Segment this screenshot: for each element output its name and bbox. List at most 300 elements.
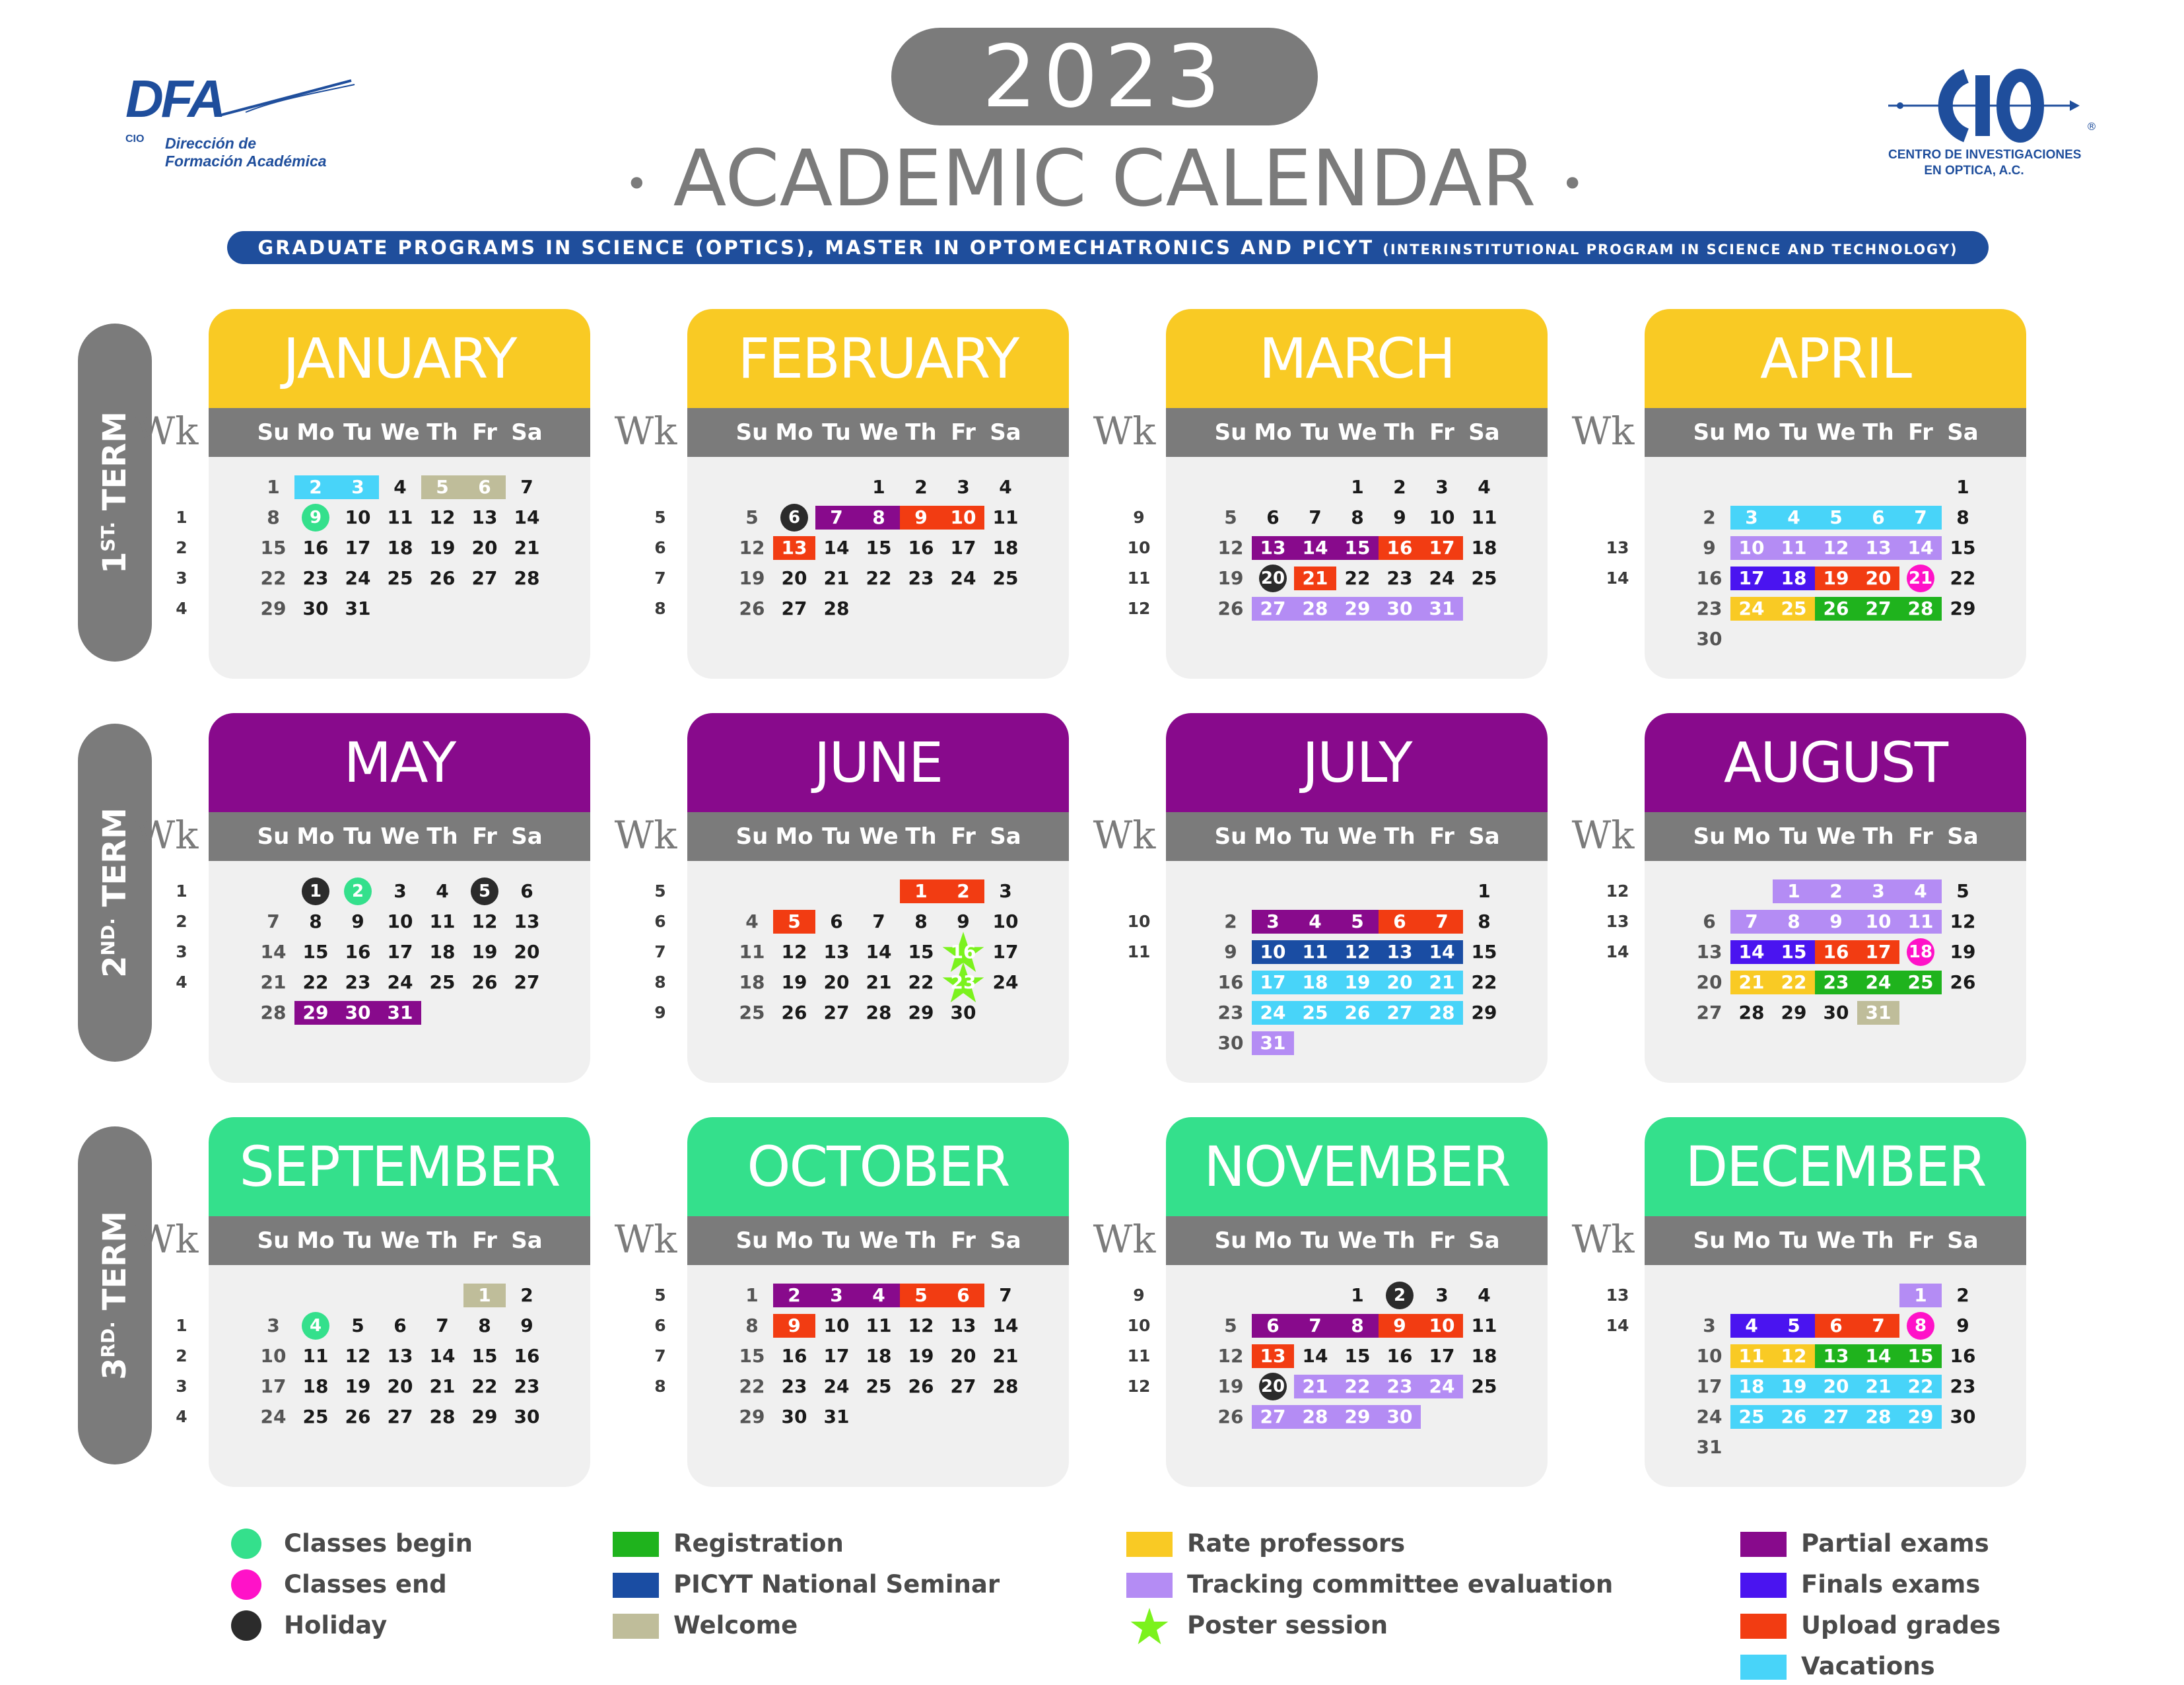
day-cell[interactable]: [1336, 1344, 1379, 1368]
day-cell[interactable]: [1294, 910, 1336, 934]
day-cell[interactable]: [773, 910, 815, 934]
day-cell[interactable]: [1210, 597, 1252, 621]
day-cell[interactable]: [815, 1001, 858, 1025]
day-cell[interactable]: [1379, 1375, 1421, 1398]
day-cell[interactable]: [773, 1284, 815, 1307]
day-cell[interactable]: [252, 536, 294, 560]
day-cell[interactable]: [506, 1284, 548, 1307]
day-cell[interactable]: [731, 971, 773, 994]
day-cell[interactable]: [1730, 971, 1773, 994]
day-cell[interactable]: [1252, 536, 1294, 560]
day-cell[interactable]: [302, 1312, 329, 1340]
day-cell[interactable]: [1688, 506, 1730, 530]
day-cell[interactable]: [302, 504, 329, 532]
day-cell[interactable]: [1773, 910, 1815, 934]
day-cell[interactable]: [942, 879, 984, 903]
day-cell[interactable]: [337, 1375, 379, 1398]
day-cell[interactable]: [421, 475, 463, 499]
day-cell[interactable]: [1336, 506, 1379, 530]
day-cell[interactable]: [294, 1001, 337, 1025]
day-cell[interactable]: [506, 940, 548, 964]
day-cell[interactable]: [252, 910, 294, 934]
day-cell[interactable]: [1294, 1314, 1336, 1338]
day-cell[interactable]: [942, 1375, 984, 1398]
day-cell[interactable]: [506, 567, 548, 590]
day-cell[interactable]: [1730, 536, 1773, 560]
day-cell[interactable]: [1252, 940, 1294, 964]
day-cell[interactable]: [1815, 971, 1857, 994]
day-cell[interactable]: [858, 940, 900, 964]
day-cell[interactable]: [942, 567, 984, 590]
day-cell[interactable]: [731, 597, 773, 621]
day-cell[interactable]: [337, 1344, 379, 1368]
day-cell[interactable]: [1421, 536, 1463, 560]
day-cell[interactable]: [1252, 910, 1294, 934]
day-cell[interactable]: [506, 475, 548, 499]
day-cell[interactable]: [815, 506, 858, 530]
day-cell[interactable]: [942, 1001, 984, 1025]
day-cell[interactable]: [900, 1314, 942, 1338]
day-cell[interactable]: [344, 877, 372, 905]
day-cell[interactable]: [1463, 475, 1505, 499]
day-cell[interactable]: [463, 940, 506, 964]
day-cell[interactable]: [1379, 910, 1421, 934]
day-cell[interactable]: [815, 1314, 858, 1338]
day-cell[interactable]: [252, 971, 294, 994]
day-cell[interactable]: [1688, 1344, 1730, 1368]
day-cell[interactable]: [1379, 597, 1421, 621]
day-cell[interactable]: [379, 1375, 421, 1398]
day-cell[interactable]: [815, 1344, 858, 1368]
day-cell[interactable]: [773, 1405, 815, 1429]
day-cell[interactable]: [294, 940, 337, 964]
day-cell[interactable]: [773, 1344, 815, 1368]
day-cell[interactable]: [421, 1344, 463, 1368]
day-cell[interactable]: [984, 506, 1027, 530]
day-cell[interactable]: [252, 475, 294, 499]
day-cell[interactable]: [900, 1375, 942, 1398]
day-cell[interactable]: [1857, 567, 1899, 590]
day-cell[interactable]: [900, 536, 942, 560]
day-cell[interactable]: [900, 1344, 942, 1368]
day-cell[interactable]: [1857, 536, 1899, 560]
day-cell[interactable]: [1210, 506, 1252, 530]
day-cell[interactable]: [773, 1314, 815, 1338]
day-cell[interactable]: [1773, 567, 1815, 590]
day-cell[interactable]: [379, 971, 421, 994]
day-cell[interactable]: [1942, 567, 1984, 590]
day-cell[interactable]: [1463, 536, 1505, 560]
day-cell[interactable]: [984, 879, 1027, 903]
day-cell[interactable]: [731, 506, 773, 530]
day-cell[interactable]: [1336, 1375, 1379, 1398]
day-cell[interactable]: [942, 536, 984, 560]
day-cell[interactable]: [1730, 940, 1773, 964]
day-cell[interactable]: [1899, 1344, 1942, 1368]
day-cell[interactable]: [1815, 940, 1857, 964]
day-cell[interactable]: [815, 597, 858, 621]
day-cell[interactable]: [337, 567, 379, 590]
day-cell[interactable]: [1463, 1314, 1505, 1338]
day-cell[interactable]: [858, 506, 900, 530]
day-cell[interactable]: [731, 910, 773, 934]
day-cell[interactable]: [1730, 506, 1773, 530]
day-cell[interactable]: [1730, 1001, 1773, 1025]
day-cell[interactable]: [1773, 971, 1815, 994]
day-cell[interactable]: [1942, 1405, 1984, 1429]
day-cell[interactable]: [1857, 1001, 1899, 1025]
day-cell[interactable]: [900, 475, 942, 499]
day-cell[interactable]: [1210, 1375, 1252, 1398]
day-cell[interactable]: [1294, 1375, 1336, 1398]
day-cell[interactable]: [773, 536, 815, 560]
day-cell[interactable]: [463, 1344, 506, 1368]
day-cell[interactable]: [337, 940, 379, 964]
day-cell[interactable]: [1421, 506, 1463, 530]
day-cell[interactable]: [1210, 536, 1252, 560]
day-cell[interactable]: [773, 1001, 815, 1025]
day-cell[interactable]: [1899, 910, 1942, 934]
day-cell[interactable]: [942, 971, 984, 994]
day-cell[interactable]: [815, 1405, 858, 1429]
day-cell[interactable]: [1210, 910, 1252, 934]
day-cell[interactable]: [1336, 910, 1379, 934]
day-cell[interactable]: [337, 1001, 379, 1025]
day-cell[interactable]: [731, 1375, 773, 1398]
day-cell[interactable]: [1942, 536, 1984, 560]
day-cell[interactable]: [1463, 910, 1505, 934]
day-cell[interactable]: [900, 567, 942, 590]
day-cell[interactable]: [1252, 1405, 1294, 1429]
day-cell[interactable]: [731, 1001, 773, 1025]
day-cell[interactable]: [421, 971, 463, 994]
day-cell[interactable]: [1899, 879, 1942, 903]
day-cell[interactable]: [337, 475, 379, 499]
day-cell[interactable]: [900, 506, 942, 530]
day-cell[interactable]: [1463, 879, 1505, 903]
day-cell[interactable]: [337, 910, 379, 934]
day-cell[interactable]: [1773, 1405, 1815, 1429]
day-cell[interactable]: [252, 567, 294, 590]
day-cell[interactable]: [1730, 1405, 1773, 1429]
day-cell[interactable]: [1294, 536, 1336, 560]
day-cell[interactable]: [858, 1375, 900, 1398]
day-cell[interactable]: [984, 1375, 1027, 1398]
day-cell[interactable]: [942, 1284, 984, 1307]
day-cell[interactable]: [1857, 1405, 1899, 1429]
day-cell[interactable]: [1688, 567, 1730, 590]
day-cell[interactable]: [379, 475, 421, 499]
day-cell[interactable]: [506, 910, 548, 934]
day-cell[interactable]: [379, 879, 421, 903]
day-cell[interactable]: [421, 940, 463, 964]
day-cell[interactable]: [1730, 1344, 1773, 1368]
day-cell[interactable]: [942, 1314, 984, 1338]
day-cell[interactable]: [1907, 565, 1934, 592]
day-cell[interactable]: [858, 1284, 900, 1307]
day-cell[interactable]: [1730, 1314, 1773, 1338]
day-cell[interactable]: [1899, 1405, 1942, 1429]
day-cell[interactable]: [858, 1344, 900, 1368]
day-cell[interactable]: [984, 971, 1027, 994]
day-cell[interactable]: [1463, 1284, 1505, 1307]
day-cell[interactable]: [1421, 1001, 1463, 1025]
day-cell[interactable]: [1942, 1284, 1984, 1307]
day-cell[interactable]: [1379, 1405, 1421, 1429]
day-cell[interactable]: [1386, 1282, 1414, 1309]
day-cell[interactable]: [302, 877, 329, 905]
day-cell[interactable]: [1294, 940, 1336, 964]
day-cell[interactable]: [463, 506, 506, 530]
day-cell[interactable]: [1773, 940, 1815, 964]
day-cell[interactable]: [1688, 1001, 1730, 1025]
day-cell[interactable]: [1857, 1344, 1899, 1368]
day-cell[interactable]: [1857, 971, 1899, 994]
day-cell[interactable]: [1379, 1001, 1421, 1025]
day-cell[interactable]: [463, 536, 506, 560]
day-cell[interactable]: [1463, 971, 1505, 994]
day-cell[interactable]: [1815, 567, 1857, 590]
day-cell[interactable]: [1857, 506, 1899, 530]
day-cell[interactable]: [1294, 506, 1336, 530]
day-cell[interactable]: [1421, 597, 1463, 621]
day-cell[interactable]: [1421, 1344, 1463, 1368]
day-cell[interactable]: [900, 1001, 942, 1025]
day-cell[interactable]: [1773, 1001, 1815, 1025]
day-cell[interactable]: [379, 940, 421, 964]
day-cell[interactable]: [984, 910, 1027, 934]
day-cell[interactable]: [1210, 971, 1252, 994]
day-cell[interactable]: [815, 536, 858, 560]
day-cell[interactable]: [252, 1001, 294, 1025]
day-cell[interactable]: [1815, 597, 1857, 621]
day-cell[interactable]: [471, 877, 498, 905]
day-cell[interactable]: [1815, 1405, 1857, 1429]
day-cell[interactable]: [1815, 1314, 1857, 1338]
day-cell[interactable]: [506, 1344, 548, 1368]
day-cell[interactable]: [1773, 1375, 1815, 1398]
day-cell[interactable]: [942, 506, 984, 530]
day-cell[interactable]: [815, 940, 858, 964]
day-cell[interactable]: [731, 536, 773, 560]
day-cell[interactable]: [506, 879, 548, 903]
day-cell[interactable]: [379, 1001, 421, 1025]
day-cell[interactable]: [780, 504, 808, 532]
day-cell[interactable]: [294, 1405, 337, 1429]
day-cell[interactable]: [294, 1344, 337, 1368]
day-cell[interactable]: [294, 536, 337, 560]
day-cell[interactable]: [1899, 506, 1942, 530]
day-cell[interactable]: [1252, 971, 1294, 994]
day-cell[interactable]: [421, 879, 463, 903]
day-cell[interactable]: [294, 475, 337, 499]
day-cell[interactable]: [463, 1405, 506, 1429]
day-cell[interactable]: [1421, 1375, 1463, 1398]
day-cell[interactable]: [1730, 567, 1773, 590]
day-cell[interactable]: [858, 1314, 900, 1338]
day-cell[interactable]: [1210, 1314, 1252, 1338]
day-cell[interactable]: [1815, 910, 1857, 934]
day-cell[interactable]: [1463, 1375, 1505, 1398]
day-cell[interactable]: [1379, 567, 1421, 590]
day-cell[interactable]: [731, 1314, 773, 1338]
day-cell[interactable]: [858, 536, 900, 560]
day-cell[interactable]: [1252, 1314, 1294, 1338]
day-cell[interactable]: [1688, 1375, 1730, 1398]
day-cell[interactable]: [1421, 1314, 1463, 1338]
day-cell[interactable]: [379, 1405, 421, 1429]
day-cell[interactable]: [773, 971, 815, 994]
day-cell[interactable]: [1942, 940, 1984, 964]
day-cell[interactable]: [1463, 940, 1505, 964]
day-cell[interactable]: [900, 971, 942, 994]
day-cell[interactable]: [379, 536, 421, 560]
day-cell[interactable]: [1259, 1373, 1287, 1400]
day-cell[interactable]: [815, 1284, 858, 1307]
day-cell[interactable]: [1815, 536, 1857, 560]
day-cell[interactable]: [731, 1405, 773, 1429]
day-cell[interactable]: [1773, 1314, 1815, 1338]
day-cell[interactable]: [1942, 910, 1984, 934]
day-cell[interactable]: [773, 940, 815, 964]
day-cell[interactable]: [1336, 597, 1379, 621]
day-cell[interactable]: [900, 879, 942, 903]
day-cell[interactable]: [1379, 475, 1421, 499]
day-cell[interactable]: [1907, 1312, 1934, 1340]
day-cell[interactable]: [1421, 1284, 1463, 1307]
day-cell[interactable]: [506, 1405, 548, 1429]
day-cell[interactable]: [1252, 1001, 1294, 1025]
day-cell[interactable]: [1210, 1031, 1252, 1055]
day-cell[interactable]: [506, 1375, 548, 1398]
day-cell[interactable]: [1688, 940, 1730, 964]
day-cell[interactable]: [252, 1375, 294, 1398]
day-cell[interactable]: [984, 1284, 1027, 1307]
day-cell[interactable]: [1688, 597, 1730, 621]
day-cell[interactable]: [1857, 940, 1899, 964]
day-cell[interactable]: [1815, 1344, 1857, 1368]
day-cell[interactable]: [379, 1314, 421, 1338]
day-cell[interactable]: [463, 1314, 506, 1338]
day-cell[interactable]: [984, 1344, 1027, 1368]
day-cell[interactable]: [984, 940, 1027, 964]
day-cell[interactable]: [1259, 565, 1287, 592]
day-cell[interactable]: [1336, 971, 1379, 994]
day-cell[interactable]: [1210, 940, 1252, 964]
day-cell[interactable]: [1421, 971, 1463, 994]
day-cell[interactable]: [252, 940, 294, 964]
day-cell[interactable]: [1210, 1001, 1252, 1025]
day-cell[interactable]: [773, 567, 815, 590]
day-cell[interactable]: [1688, 910, 1730, 934]
day-cell[interactable]: [1942, 879, 1984, 903]
day-cell[interactable]: [815, 971, 858, 994]
day-cell[interactable]: [984, 536, 1027, 560]
day-cell[interactable]: [1336, 1314, 1379, 1338]
day-cell[interactable]: [731, 1344, 773, 1368]
day-cell[interactable]: [1336, 475, 1379, 499]
day-cell[interactable]: [1379, 971, 1421, 994]
day-cell[interactable]: [1942, 1375, 1984, 1398]
day-cell[interactable]: [421, 1405, 463, 1429]
day-cell[interactable]: [1463, 1344, 1505, 1368]
day-cell[interactable]: [294, 910, 337, 934]
day-cell[interactable]: [900, 1284, 942, 1307]
day-cell[interactable]: [1210, 1344, 1252, 1368]
day-cell[interactable]: [1688, 627, 1730, 651]
day-cell[interactable]: [1688, 1314, 1730, 1338]
day-cell[interactable]: [1773, 597, 1815, 621]
day-cell[interactable]: [1857, 879, 1899, 903]
day-cell[interactable]: [337, 536, 379, 560]
day-cell[interactable]: [506, 536, 548, 560]
day-cell[interactable]: [942, 1344, 984, 1368]
day-cell[interactable]: [337, 1314, 379, 1338]
day-cell[interactable]: [1421, 940, 1463, 964]
day-cell[interactable]: [942, 910, 984, 934]
day-cell[interactable]: [506, 1314, 548, 1338]
day-cell[interactable]: [1294, 567, 1336, 590]
day-cell[interactable]: [1336, 940, 1379, 964]
day-cell[interactable]: [1857, 597, 1899, 621]
day-cell[interactable]: [1857, 1375, 1899, 1398]
day-cell[interactable]: [942, 940, 984, 964]
day-cell[interactable]: [337, 971, 379, 994]
day-cell[interactable]: [1899, 1284, 1942, 1307]
day-cell[interactable]: [1730, 597, 1773, 621]
day-cell[interactable]: [252, 1314, 294, 1338]
day-cell[interactable]: [1252, 597, 1294, 621]
day-cell[interactable]: [984, 475, 1027, 499]
day-cell[interactable]: [1294, 1405, 1336, 1429]
day-cell[interactable]: [379, 567, 421, 590]
day-cell[interactable]: [294, 597, 337, 621]
day-cell[interactable]: [1857, 1314, 1899, 1338]
day-cell[interactable]: [1379, 1344, 1421, 1368]
day-cell[interactable]: [1942, 597, 1984, 621]
day-cell[interactable]: [1294, 597, 1336, 621]
day-cell[interactable]: [463, 1375, 506, 1398]
day-cell[interactable]: [1688, 536, 1730, 560]
day-cell[interactable]: [252, 506, 294, 530]
day-cell[interactable]: [337, 1405, 379, 1429]
day-cell[interactable]: [1942, 1344, 1984, 1368]
day-cell[interactable]: [1942, 1314, 1984, 1338]
day-cell[interactable]: [294, 1375, 337, 1398]
day-cell[interactable]: [1379, 536, 1421, 560]
day-cell[interactable]: [1815, 879, 1857, 903]
day-cell[interactable]: [815, 910, 858, 934]
day-cell[interactable]: [858, 475, 900, 499]
day-cell[interactable]: [815, 1375, 858, 1398]
day-cell[interactable]: [1688, 1405, 1730, 1429]
day-cell[interactable]: [421, 536, 463, 560]
day-cell[interactable]: [379, 1344, 421, 1368]
day-cell[interactable]: [1294, 971, 1336, 994]
day-cell[interactable]: [1730, 910, 1773, 934]
day-cell[interactable]: [1857, 910, 1899, 934]
day-cell[interactable]: [379, 910, 421, 934]
day-cell[interactable]: [900, 910, 942, 934]
day-cell[interactable]: [731, 1284, 773, 1307]
day-cell[interactable]: [421, 1375, 463, 1398]
day-cell[interactable]: [1815, 1001, 1857, 1025]
day-cell[interactable]: [773, 597, 815, 621]
day-cell[interactable]: [1688, 1435, 1730, 1459]
day-cell[interactable]: [1336, 1284, 1379, 1307]
day-cell[interactable]: [773, 1375, 815, 1398]
day-cell[interactable]: [1688, 971, 1730, 994]
